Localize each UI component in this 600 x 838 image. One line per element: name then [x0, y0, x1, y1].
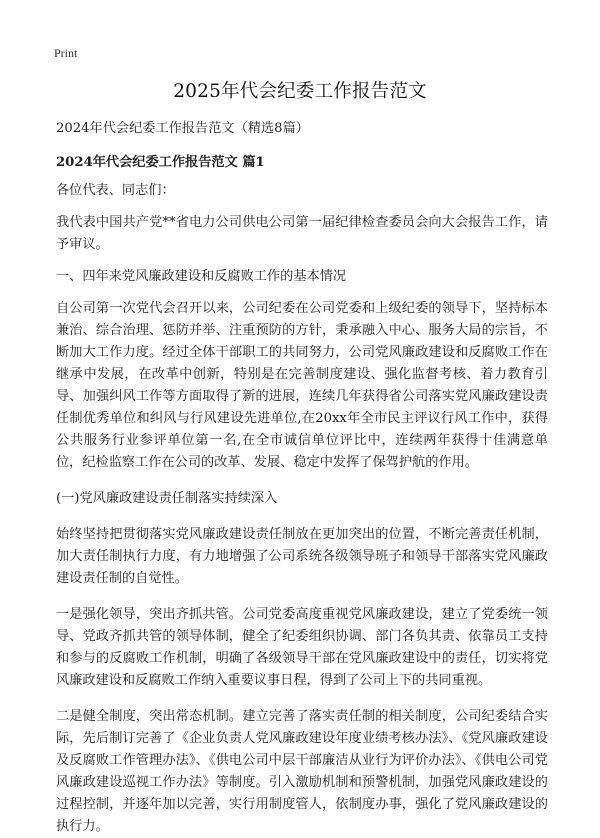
- print-label: Print: [54, 46, 78, 60]
- paragraph-report-intro: 我代表中国共产党**省电力公司供电公司第一届纪律检查委员会向大会报告工作，请予审议。: [56, 215, 548, 252]
- document-subtitle: 2024年代会纪委工作报告范文（精选8篇）: [56, 121, 309, 136]
- document-title: 2025年代会纪委工作报告范文: [173, 81, 427, 102]
- heading-responsibility-system: (一)党风廉政建设责任制落实持续深入: [56, 491, 278, 506]
- paragraph-overview: 自公司第一次党代会召开以来，公司纪委在公司党委和上级纪委的领导下，坚持标本兼治、综合治理、惩防并举、注重预防的方针，秉承融入中心、服务大局的宗旨，不断加大工作力度。经过全体干部职工的共同努力，公司党风廉政建设和反腐败工作在继承中发展，在改革中创新，特别是在完善制度建设、强化监督考核、着力教育引导、加强纠风工作等方面取得了新的进展，连续几年获得省公司落实党风廉政建设责任制优秀单位和纠风与行风建设先进单位,在20xx年全市民主评议行风工作中，获得公共服务行业参评单位第一名,在全市诚信单位评比中，连续两年获得十佳满意单位，纪检监察工作在公司的改革、发展、稳定中发挥了保驾护航的作用。: [56, 301, 548, 470]
- document-body: [56, 118, 548, 838]
- paragraph-strengthen-leadership: 一是强化领导，突出齐抓共管。公司党委高度重视党风廉政建设，建立了党委统一领导、党政齐抓共管的领导体制，健全了纪委组织协调、部门各负其责、依靠员工支持和参与的反腐败工作机制，明确了各级领导干部在党风廉政建设中的责任，切实将党风廉政建设和反腐败工作纳入重要议事日程，得到了公司上下的共同重视。: [56, 607, 548, 688]
- salutation: 各位代表、同志们：: [56, 183, 175, 198]
- section-heading: 2024年代会纪委工作报告范文 篇1: [56, 155, 265, 170]
- heading-basic-situation: 一、四年来党风廉政建设和反腐败工作的基本情况: [56, 269, 347, 284]
- paragraph-responsibility: 始终坚持把贯彻落实党风廉政建设责任制放在更加突出的位置，不断完善责任机制，加大责任制执行力度，有力地增强了公司系统各级领导班子和领导干部落实党风廉政建设责任制的自觉性。: [56, 527, 548, 586]
- paragraph-improve-system: 二是健全制度，突出常态机制。建立完善了落实责任制的相关制度，公司纪委结合实际，先后制订完善了《企业负责人党风廉政建设年度业绩考核办法》、《党风廉政建设及反腐败工作管理办法》、《供电公司中层干部廉洁从业行为评价办法》、《供电公司党风廉政建设巡视工作办法》等制度。引入激励机制和预警机制，加强党风廉政建设的过程控制，并逐年加以完善，实行用制度管人，依制度办事，强化了党风廉政建设的执行力。: [56, 709, 548, 834]
